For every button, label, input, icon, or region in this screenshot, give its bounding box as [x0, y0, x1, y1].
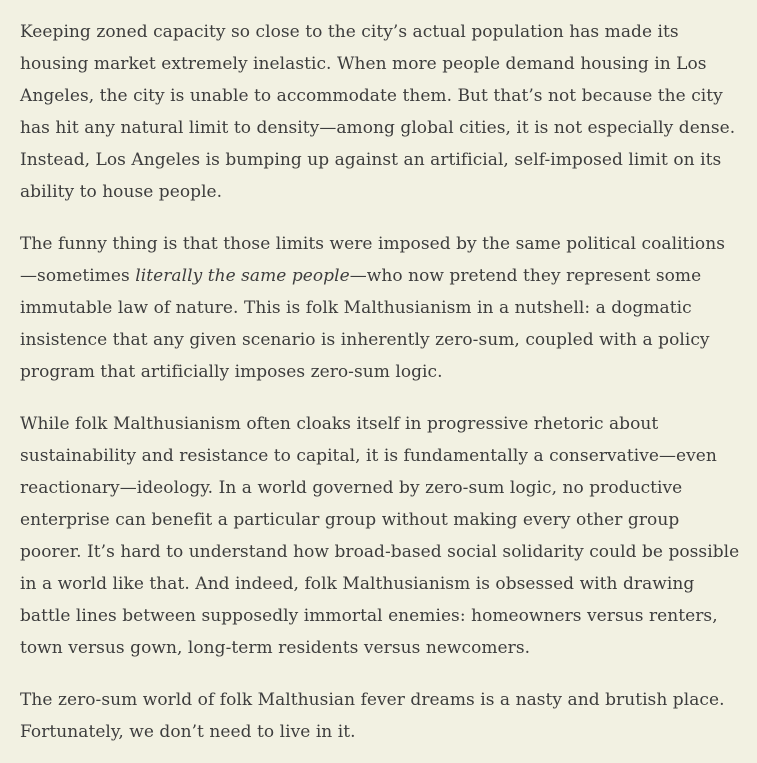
text-line: Instead, Los Angeles is bumping up against an artificial, self-imposed limit on its — [20, 150, 722, 170]
text-line: Keeping zoned capacity so close to the city’s actual population has made its — [20, 22, 679, 42]
paragraph-4 — [20, 684, 750, 748]
text-line: immutable law of nature. This is folk Malthusianism in a nutshell: a dogmatic — [20, 298, 692, 318]
text-line-with-emphasis — [20, 260, 750, 292]
text-line: reactionary—ideology. In a world governed by zero-sum logic, no productive — [20, 478, 683, 498]
text-line: ability to house people. — [20, 182, 223, 202]
emphasized-text: literally the same people — [135, 266, 350, 286]
text-line: sustainability and resistance to capital, it is fundamentally a conservative—even — [20, 446, 717, 466]
paragraph-1 — [20, 16, 750, 208]
text-line: The zero-sum world of folk Malthusian fever dreams is a nasty and brutish place. — [20, 690, 725, 710]
paragraph-3 — [20, 408, 750, 664]
text-line: Angeles, the city is unable to accommodate them. But that’s not because the city — [20, 86, 723, 106]
text-line: The funny thing is that those limits were imposed by the same political coalitions — [20, 234, 725, 254]
text-line: battle lines between supposedly immortal enemies: homeowners versus renters, — [20, 606, 718, 626]
text-line: enterprise can benefit a particular group without making every other group — [20, 510, 680, 530]
text-line: housing market extremely inelastic. When more people demand housing in Los — [20, 54, 707, 74]
text-fragment: —sometimes — [20, 266, 136, 286]
text-line: Fortunately, we don’t need to live in it. — [20, 722, 356, 742]
paragraph-2 — [20, 228, 750, 388]
text-line: poorer. It’s hard to understand how broad-based social solidarity could be possible — [20, 542, 740, 562]
text-line: While folk Malthusianism often cloaks itself in progressive rhetoric about — [20, 414, 659, 434]
text-line: town versus gown, long-term residents versus newcomers. — [20, 638, 531, 658]
text-fragment: —who now pretend they represent some — [349, 266, 702, 286]
text-line: in a world like that. And indeed, folk Malthusianism is obsessed with drawing — [20, 574, 695, 594]
text-line: program that artificially imposes zero-sum logic. — [20, 362, 443, 382]
text-line: has hit any natural limit to density—among global cities, it is not especially dense. — [20, 118, 736, 138]
text-line: insistence that any given scenario is inherently zero-sum, coupled with a policy — [20, 330, 710, 350]
